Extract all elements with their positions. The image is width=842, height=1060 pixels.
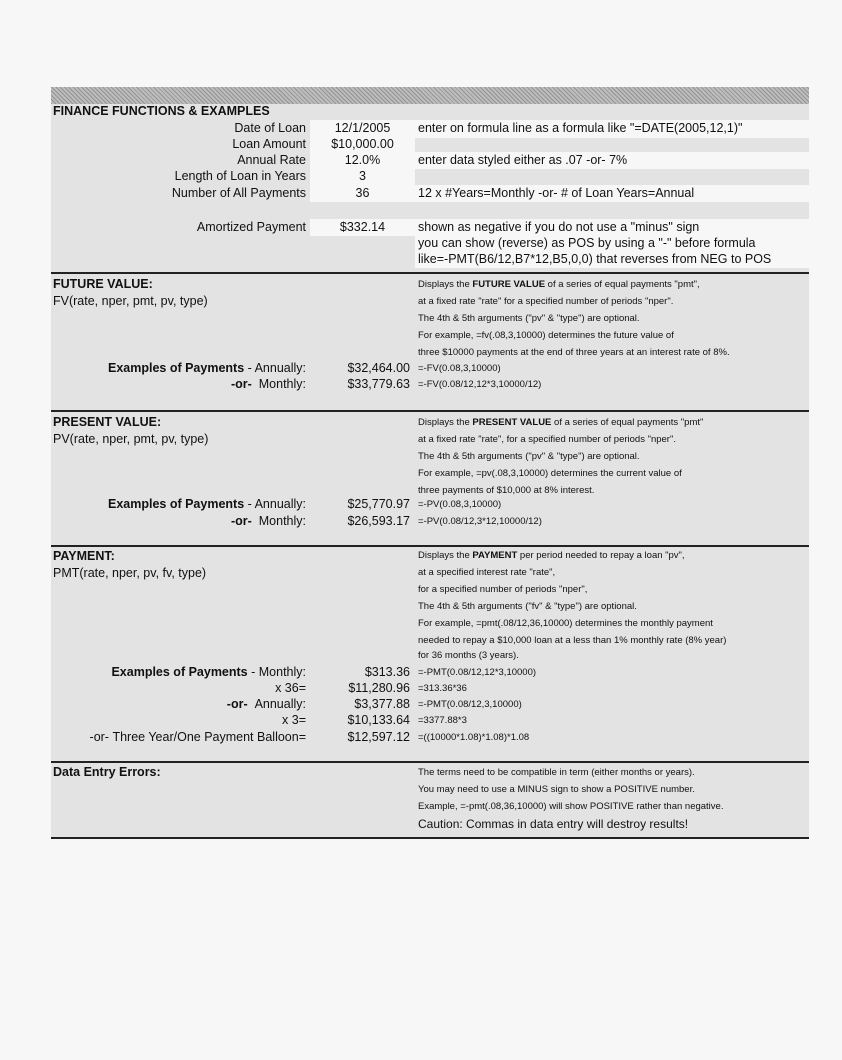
amortized-note-1: shown as negative if you do not use a "minus" sign bbox=[418, 220, 700, 234]
pmt-title: PAYMENT: bbox=[53, 549, 115, 563]
pv-desc-1: at a fixed rate "rate", for a specified number of periods "nper". bbox=[418, 434, 676, 445]
pv-desc-4: three payments of $10,000 at 8% interest. bbox=[418, 485, 595, 496]
label-annual-rate: Annual Rate bbox=[237, 153, 306, 167]
pv-desc-2: The 4th & 5th arguments ("pv" & "type") are optional. bbox=[418, 451, 640, 462]
rule-present-value bbox=[51, 410, 809, 412]
fv-formula-annual: =-FV(0.08,3,10000) bbox=[418, 363, 501, 374]
pmt-formula-balloon: =((10000*1.08)*1.08)*1.08 bbox=[418, 732, 530, 743]
value-annual-rate: 12.0% bbox=[344, 153, 381, 167]
rule-bottom bbox=[51, 837, 809, 839]
note-date-of-loan: enter on formula line as a formula like "=DATE(2005,12,1)" bbox=[418, 121, 743, 135]
fv-formula-monthly: =-FV(0.08/12,12*3,10000/12) bbox=[418, 379, 542, 390]
pv-desc-0: Displays the PRESENT VALUE of a series of equal payments "pmt" bbox=[418, 417, 704, 428]
fv-monthly-label: -or- Monthly: bbox=[230, 377, 306, 391]
value-loan-amount: $10,000.00 bbox=[331, 137, 394, 151]
pv-formula-annual: =-PV(0.08,3,10000) bbox=[418, 499, 502, 510]
pv-title: PRESENT VALUE: bbox=[53, 415, 162, 429]
pmt-value-x36: $11,280.96 bbox=[348, 681, 410, 695]
pv-formula-monthly: =-PV(0.08/12,3*12,10000/12) bbox=[418, 516, 542, 527]
fv-desc-4: three $10000 payments at the end of three years at an interest rate of 8%. bbox=[418, 347, 730, 358]
label-loan-amount: Loan Amount bbox=[232, 137, 306, 151]
fv-value-monthly: $33,779.63 bbox=[347, 377, 410, 391]
errors-line-1: The terms need to be compatible in term (either months or years). bbox=[418, 767, 695, 778]
pv-value-monthly: $26,593.17 bbox=[347, 514, 410, 528]
label-number-of-payments: Number of All Payments bbox=[171, 186, 306, 200]
fv-desc-0: Displays the FUTURE VALUE of a series of equal payments "pmt", bbox=[418, 279, 700, 290]
pmt-desc-2: for a specified number of periods "nper", bbox=[418, 584, 588, 595]
pmt-value-balloon: $12,597.12 bbox=[347, 730, 410, 744]
rule-errors bbox=[51, 761, 809, 763]
fv-title: FUTURE VALUE: bbox=[53, 277, 153, 291]
pmt-desc-3: The 4th & 5th arguments ("fv" & "type") are optional. bbox=[418, 601, 637, 612]
pmt-value-annually: $3,377.88 bbox=[354, 697, 410, 711]
errors-caution: Caution: Commas in data entry will destroy results! bbox=[418, 817, 689, 831]
amortized-note-2: you can show (reverse) as POS by using a "-" before formula bbox=[418, 236, 756, 250]
pmt-syntax: PMT(rate, nper, pv, fv, type) bbox=[53, 566, 207, 580]
pmt-label-x3: x 3= bbox=[282, 713, 306, 727]
pmt-formula-monthly: =-PMT(0.08/12,12*3,10000) bbox=[418, 667, 537, 678]
fv-desc-1: at a fixed rate "rate" for a specified number of periods "nper". bbox=[418, 296, 674, 307]
errors-line-3: Example, =-pmt(.08,36,10000) will show POSITIVE rather than negative. bbox=[418, 801, 724, 812]
pv-syntax: PV(rate, nper, pmt, pv, type) bbox=[53, 432, 209, 446]
pmt-desc-6: for 36 months (3 years). bbox=[418, 650, 519, 661]
header-pattern-bar bbox=[51, 87, 809, 104]
fv-syntax: FV(rate, nper, pmt, pv, type) bbox=[53, 294, 208, 308]
page-title: FINANCE FUNCTIONS & EXAMPLES bbox=[53, 104, 270, 118]
pv-value-annual: $25,770.97 bbox=[347, 497, 410, 511]
fv-desc-3: For example, =fv(.08,3,10000) determines the future value of bbox=[418, 330, 674, 341]
pmt-desc-0: Displays the PAYMENT per period needed to repay a loan "pv", bbox=[418, 550, 685, 561]
note-number-of-payments: 12 x #Years=Monthly -or- # of Loan Years=Annual bbox=[418, 186, 695, 200]
pv-examples-label: Examples of Payments - Annually: bbox=[107, 497, 306, 511]
pmt-label-balloon: -or- Three Year/One Payment Balloon= bbox=[89, 730, 306, 744]
pmt-formula-annually: =-PMT(0.08/12,3,10000) bbox=[418, 699, 522, 710]
rule-future-value bbox=[51, 272, 809, 274]
pmt-label-x36: x 36= bbox=[275, 681, 306, 695]
value-date-of-loan: 12/1/2005 bbox=[334, 121, 391, 135]
value-number-of-payments: 36 bbox=[355, 186, 370, 200]
errors-line-2: You may need to use a MINUS sign to show a POSITIVE number. bbox=[418, 784, 695, 795]
label-date-of-loan: Date of Loan bbox=[234, 121, 306, 135]
fv-examples-label: Examples of Payments - Annually: bbox=[107, 361, 306, 375]
value-length-of-loan: 3 bbox=[359, 169, 366, 183]
value-amortized-payment: $332.14 bbox=[339, 220, 386, 234]
pmt-formula-x36: =313.36*36 bbox=[418, 683, 467, 694]
pmt-value-x3: $10,133.64 bbox=[347, 713, 410, 727]
pv-desc-3: For example, =pv(.08,3,10000) determines the current value of bbox=[418, 468, 682, 479]
pmt-desc-4: For example, =pmt(.08/12,36,10000) determines the monthly payment bbox=[418, 618, 713, 629]
pmt-examples-label: Examples of Payments - Monthly: bbox=[111, 665, 306, 679]
label-length-of-loan: Length of Loan in Years bbox=[174, 169, 306, 183]
rule-payment bbox=[51, 545, 809, 547]
errors-title: Data Entry Errors: bbox=[53, 765, 161, 779]
pmt-value-monthly: $313.36 bbox=[364, 665, 410, 679]
amortized-note-3: like=-PMT(B6/12,B7*12,B5,0,0) that reverses from NEG to POS bbox=[418, 252, 772, 266]
label-amortized-payment: Amortized Payment bbox=[196, 220, 306, 234]
fv-value-annual: $32,464.00 bbox=[347, 361, 410, 375]
fv-desc-2: The 4th & 5th arguments ("pv" & "type") are optional. bbox=[418, 313, 640, 324]
pmt-label-annually: -or- Annually: bbox=[226, 697, 306, 711]
pmt-formula-x3: =3377.88*3 bbox=[418, 715, 467, 726]
pmt-desc-5: needed to repay a $10,000 loan at a less than 1% monthly rate (8% year) bbox=[418, 635, 727, 646]
pv-monthly-label: -or- Monthly: bbox=[230, 514, 306, 528]
note-annual-rate: enter data styled either as .07 -or- 7% bbox=[418, 153, 628, 167]
pmt-desc-1: at a specified interest rate "rate", bbox=[418, 567, 556, 578]
